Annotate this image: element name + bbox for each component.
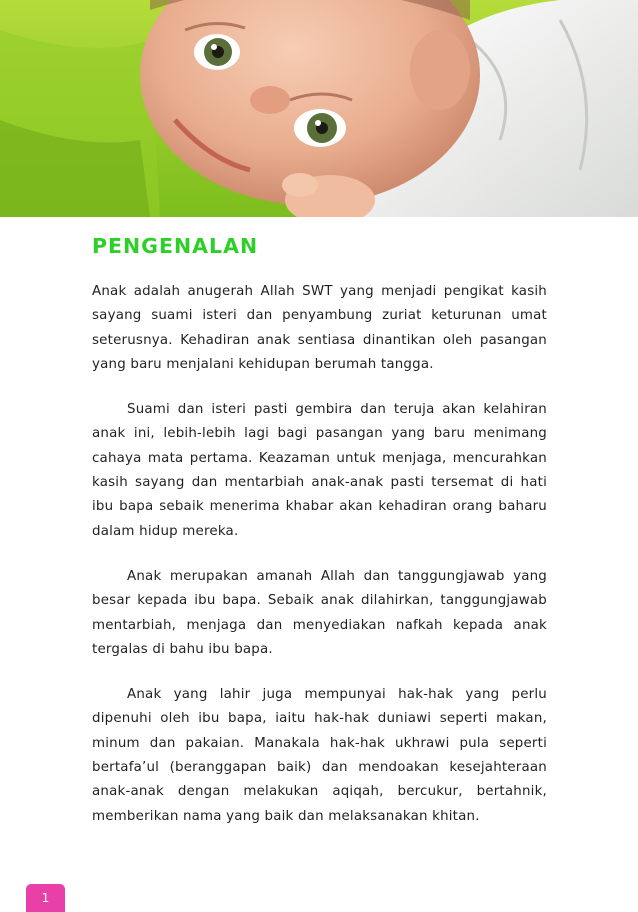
paragraph-2: Suami dan isteri pasti gembira dan teruja akan kelahiran anak ini, lebih-lebih lagi bagi pasangan yang baru menimang cahaya mata pertama. Keazaman untuk menjaga, mencurahkan kasih sayang dan mentarbiah anak-anak pasti tersemat di hati ibu bapa sebaik menerima khabar akan kehadiran orang baharu dalam hidup mereka. xyxy=(92,402,547,539)
header-photo xyxy=(0,0,638,217)
baby-photo-illustration xyxy=(0,0,638,217)
paragraph-3: Anak merupakan amanah Allah dan tanggungjawab yang besar kepada ibu bapa. Sebaik anak dilahirkan, tanggungjawab mentarbiah, menjaga dan menyediakan nafkah kepada anak tergalas di bahu ibu bapa. xyxy=(92,568,547,657)
page-number: 1 xyxy=(41,891,50,905)
paragraph-4: Anak yang lahir juga mempunyai hak-hak yang perlu dipenuhi oleh ibu bapa, iaitu hak-hak duniawi seperti makan, minum dan pakaian. Manakala hak-hak ukhrawi pula seperti bertafa’ul (beranggapan baik) dan mendoakan kesejahteraan anak-anak dengan melakukan aqiqah, bercukur, bertahnik, memberikan nama yang baik dan melaksanakan khitan. xyxy=(92,687,547,824)
main-content xyxy=(92,234,547,850)
section-heading: PENGENALAN xyxy=(92,234,259,258)
page-number-tab xyxy=(26,884,65,912)
paragraph-1: Anak adalah anugerah Allah SWT yang menjadi pengikat kasih sayang suami isteri dan penyambung zuriat keturunan umat seterusnya. Kehadiran anak sentiasa dinantikan oleh pasangan yang baru menjalani kehidupan berumah tangga. xyxy=(92,284,547,372)
